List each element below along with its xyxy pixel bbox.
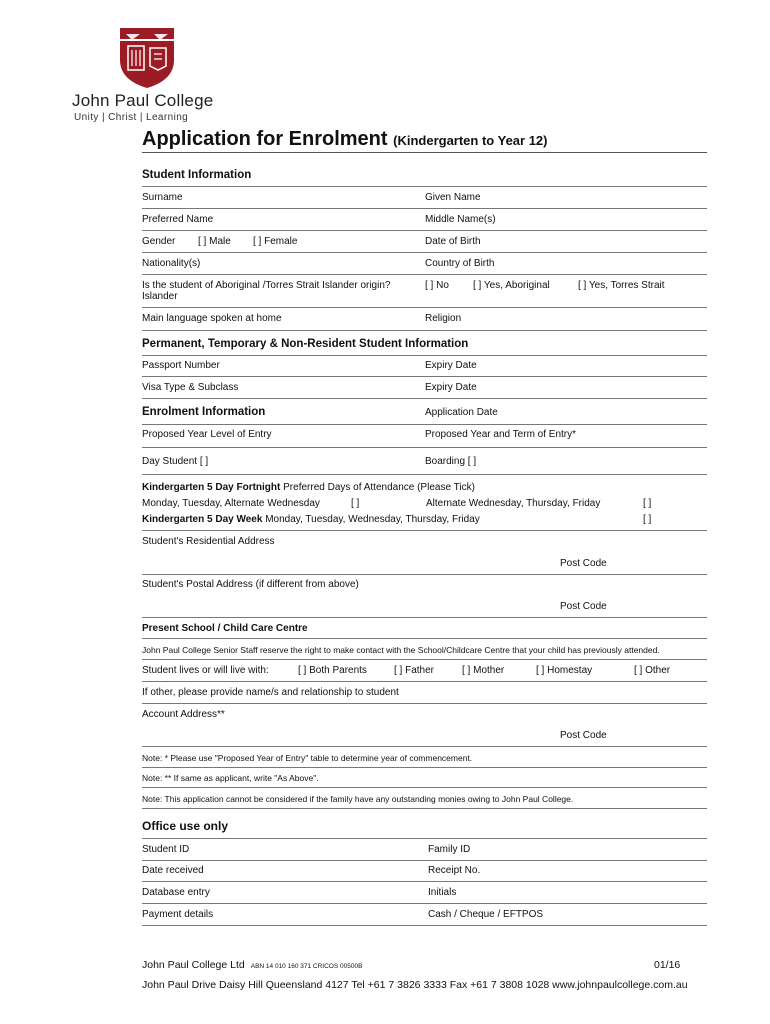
option-alt-wed-label: Alternate Wednesday, Thursday, Friday	[426, 498, 601, 509]
postal-address-field[interactable]: Student's Postal Address (if different from above)	[142, 579, 359, 590]
office-database-entry-field[interactable]: Database entry	[142, 887, 210, 898]
option-mon-tue-label: Monday, Tuesday, Alternate Wednesday	[142, 498, 320, 509]
office-student-id-field[interactable]: Student ID	[142, 844, 190, 855]
lives-with-father-checkbox[interactable]: [ ] Father	[394, 665, 435, 676]
note-as-above: Note: ** If same as applicant, write "As Above".	[142, 773, 319, 783]
passport-number-field[interactable]: Passport Number	[142, 360, 220, 371]
section-office-use: Office use only	[142, 819, 229, 833]
application-date-field[interactable]: Application Date	[425, 407, 498, 418]
proposed-year-level-field[interactable]: Proposed Year Level of Entry	[142, 429, 272, 440]
divider	[142, 355, 707, 356]
title-main: Application for Enrolment	[142, 128, 388, 150]
footer-abn: ABN 14 010 160 371 CRICOS 00500B	[250, 963, 363, 970]
note-outstanding-monies: Note: This application cannot be considered if the family have any outstanding monies owing to John Paul College.	[142, 794, 574, 804]
present-school-field[interactable]: Present School / Child Care Centre	[142, 623, 308, 634]
boarding-checkbox[interactable]: Boarding [ ]	[425, 456, 477, 467]
option-mon-tue-checkbox[interactable]: [ ]	[351, 498, 360, 509]
kinder-week-checkbox[interactable]: [ ]	[643, 514, 652, 525]
postal-post-code-field[interactable]: Post Code	[560, 601, 607, 612]
footer-company-name: John Paul College Ltd	[142, 959, 245, 971]
footer-address: John Paul Drive Daisy Hill Queensland 4127 Tel +61 7 3826 3333 Fax +61 7 3808 1028 www.johnpaulcollege.com.au	[142, 979, 688, 991]
divider	[142, 659, 707, 660]
kinder-fortnight-bold: Kindergarten 5 Day Fortnight	[142, 482, 281, 493]
college-name: John Paul College	[72, 91, 214, 110]
section-student-information: Student Information	[142, 169, 252, 181]
preferred-name-field[interactable]: Preferred Name	[142, 214, 214, 225]
divider	[142, 574, 707, 575]
kinder-fortnight-rest: Preferred Days of Attendance (Please Tick)	[280, 482, 475, 493]
divider	[142, 703, 707, 704]
aboriginal-question: Is the student of Aboriginal /Torres Strait Islander origin?	[142, 280, 391, 291]
footer-company	[142, 959, 362, 971]
divider	[142, 638, 707, 639]
divider	[142, 530, 707, 531]
divider	[142, 746, 707, 747]
divider	[142, 274, 707, 275]
dob-field[interactable]: Date of Birth	[425, 236, 481, 247]
surname-field[interactable]: Surname	[142, 192, 183, 203]
divider	[142, 860, 707, 861]
torres-strait-yes-checkbox[interactable]: [ ] Yes, Torres Strait	[578, 280, 665, 291]
divider	[142, 787, 707, 788]
lives-with-both-parents-checkbox[interactable]: [ ] Both Parents	[298, 665, 367, 676]
page-title	[142, 128, 548, 151]
office-family-id-field[interactable]: Family ID	[428, 844, 471, 855]
kinder-week-rest: Monday, Tuesday, Wednesday, Thursday, Friday	[262, 514, 480, 525]
office-payment-methods: Cash / Cheque / EFTPOS	[428, 909, 544, 920]
visa-type-field[interactable]: Visa Type & Subclass	[142, 382, 239, 393]
office-date-received-field[interactable]: Date received	[142, 865, 204, 876]
aboriginal-no-checkbox[interactable]: [ ] No	[425, 280, 449, 291]
section-enrolment-information: Enrolment Information	[142, 406, 266, 418]
title-divider	[142, 152, 707, 153]
college-crest-logo	[70, 26, 220, 126]
divider	[142, 767, 707, 768]
title-sub: (Kindergarten to Year 12)	[393, 133, 548, 148]
kinder-week-bold: Kindergarten 5 Day Week	[142, 514, 263, 525]
footer-version-date: 01/16	[654, 959, 681, 971]
divider	[142, 330, 707, 331]
kinder-week-line	[142, 514, 480, 525]
divider	[142, 376, 707, 377]
divider	[142, 186, 707, 187]
staff-contact-note: John Paul College Senior Staff reserve the right to make contact with the School/Childcare Centre that your child has previously attended.	[142, 645, 660, 655]
lives-with-other-checkbox[interactable]: [ ] Other	[634, 665, 671, 676]
office-payment-details-field[interactable]: Payment details	[142, 909, 214, 920]
divider	[142, 617, 707, 618]
crest-icon	[70, 26, 220, 96]
divider	[142, 903, 707, 904]
lives-with-label: Student lives or will live with:	[142, 665, 269, 676]
aboriginal-question-cont: Islander	[142, 291, 178, 302]
divider	[142, 307, 707, 308]
college-motto: Unity | Christ | Learning	[74, 112, 189, 123]
lives-with-homestay-checkbox[interactable]: [ ] Homestay	[536, 665, 593, 676]
account-address-field[interactable]: Account Address**	[142, 709, 225, 720]
office-initials-field[interactable]: Initials	[428, 887, 457, 898]
kinder-fortnight-heading	[142, 482, 475, 493]
if-other-field[interactable]: If other, please provide name/s and relationship to student	[142, 687, 399, 698]
residential-post-code-field[interactable]: Post Code	[560, 558, 607, 569]
residential-address-field[interactable]: Student's Residential Address	[142, 536, 275, 547]
divider	[142, 681, 707, 682]
divider	[142, 925, 707, 926]
office-receipt-no-field[interactable]: Receipt No.	[428, 865, 481, 876]
lives-with-mother-checkbox[interactable]: [ ] Mother	[462, 665, 505, 676]
language-field[interactable]: Main language spoken at home	[142, 313, 282, 324]
section-resident-information: Permanent, Temporary & Non-Resident Student Information	[142, 338, 469, 350]
divider	[142, 230, 707, 231]
option-alt-wed-checkbox[interactable]: [ ]	[643, 498, 652, 509]
divider	[142, 398, 707, 399]
gender-female-checkbox[interactable]: [ ] Female	[253, 236, 298, 247]
nationality-field[interactable]: Nationality(s)	[142, 258, 201, 269]
proposed-term-field[interactable]: Proposed Year and Term of Entry*	[425, 429, 577, 440]
gender-label: Gender	[142, 236, 176, 247]
middle-names-field[interactable]: Middle Name(s)	[425, 214, 496, 225]
account-post-code-field[interactable]: Post Code	[560, 730, 607, 741]
divider	[142, 447, 707, 448]
divider	[142, 838, 707, 839]
divider	[142, 208, 707, 209]
religion-field[interactable]: Religion	[425, 313, 462, 324]
gender-male-checkbox[interactable]: [ ] Male	[198, 236, 231, 247]
passport-expiry-field[interactable]: Expiry Date	[425, 360, 477, 371]
visa-expiry-field[interactable]: Expiry Date	[425, 382, 477, 393]
day-student-checkbox[interactable]: Day Student [ ]	[142, 456, 209, 467]
aboriginal-yes-checkbox[interactable]: [ ] Yes, Aboriginal	[473, 280, 550, 291]
divider	[142, 881, 707, 882]
divider	[142, 474, 707, 475]
divider	[142, 808, 707, 809]
divider	[142, 424, 707, 425]
country-of-birth-field[interactable]: Country of Birth	[425, 258, 495, 269]
given-name-field[interactable]: Given Name	[425, 192, 481, 203]
note-proposed-year: Note: * Please use "Proposed Year of Entry" table to determine year of commencement.	[142, 753, 473, 763]
divider	[142, 252, 707, 253]
